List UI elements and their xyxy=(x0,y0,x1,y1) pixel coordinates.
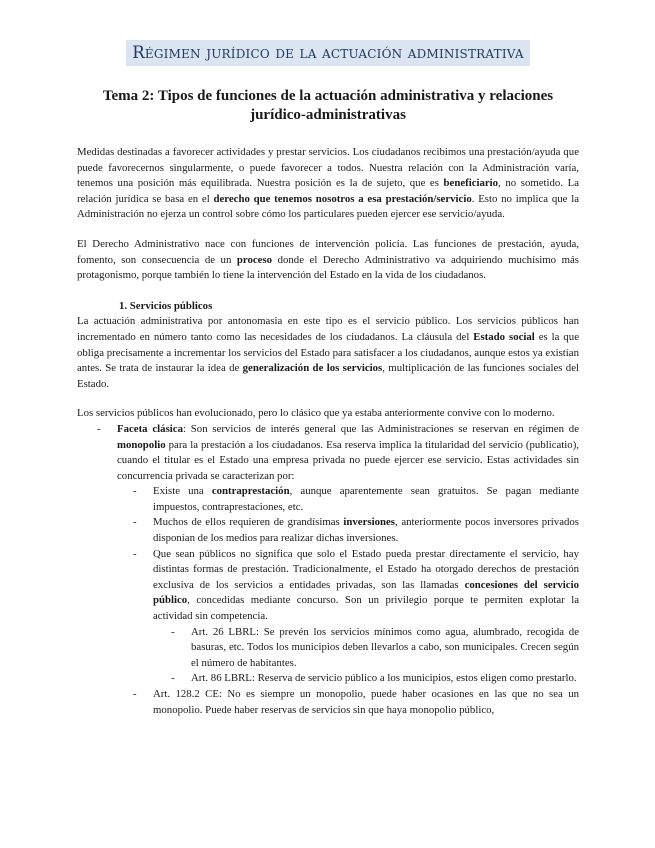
dash-bullet: - xyxy=(133,516,137,529)
dash-bullet: - xyxy=(171,625,175,638)
dash-bullet: - xyxy=(97,422,101,435)
sub-list xyxy=(133,484,580,718)
topic-heading: Tema 2: Tipos de funciones de la actuación administrativa y relaciones jurídico-administrativas xyxy=(102,88,554,123)
list-item: - Faceta clásica: Son servicios de interés general que las Administraciones se reservan en régimen de monopolio para la prestación a los ciudadanos. Esa reserva implica la titularidad del servicio (publicatio), cuando el titular es el Estado una empresa privada no puede ejercer ese servicio. Estas actividades sin concurrencia privada se caracterizan por: - Existe una contraprestación, aunque aparentemente sean gratuitos. Se pagan mediante impuestos, contraprestaciones, etc. - Muchos de ellos requieren de grandísimas inversiones, anteriormente pocos inversores privados disponían de los medios para realizar dichas inversiones. - Que sean públicos no significa que solo el Estado pueda prestar directamente el servicio, hay distintas formas de prestación. Tradicionalmente, el Estado ha otorgado derechos de prestación exclusiva de los servicios a entidades privadas, son las llamadas concesiones del servicio público, concedidas mediante concurso. Son un privilegio porque te permiten explotar la actividad sin competencia. - Art. 26 LBRL: Se prevén los servicios mínimos como agua, alumbrado, recogida de basuras, etc. Todos los municipios deben llevarlos a cabo, son municipales. Crecen según el número de habitantes. - Art. 86 LBRL: Reserva de servicio público a los municipios, estos eligen como prestarlo. - Art. 128.2 CE: No es siempre un monopolio, puede haber ocasiones en las que no sea un monopolio. Puede haber reservas de servicios sin que haya monopolio público, xyxy=(117,422,579,718)
list-item: - Que sean públicos no significa que solo el Estado pueda prestar directamente el servicio, hay distintas formas de prestación. Tradicionalmente, el Estado ha otorgado derechos de prestación exclusiva de los servicios a entidades privadas, son las llamadas concesiones del servicio público, concedidas mediante concurso. Son un privilegio porque te permiten explotar la actividad sin competencia. - Art. 26 LBRL: Se prevén los servicios mínimos como agua, alumbrado, recogida de basuras, etc. Todos los municipios deben llevarlos a cabo, son municipales. Crecen según el número de habitantes. - Art. 86 LBRL: Reserva de servicio público a los municipios, estos eligen como prestarlo. xyxy=(153,547,579,687)
list-item: - Art. 86 LBRL: Reserva de servicio público a los municipios, estos eligen como prestarlo. xyxy=(191,671,579,687)
section-heading: 1. Servicios públicos xyxy=(119,299,213,312)
intro-paragraph: Medidas destinadas a favorecer actividades y prestar servicios. Los ciudadanos recibimos una prestación/ayuda que puede favorecernos singularmente, o puede favorecer a todos. Nuestra relación con la Administración varía, tenemos una posición más equilibrada. Nuestra posición es la de sujeto, que es beneficiario, no sometido. La relación jurídica se basa en el derecho que tenemos nosotros a esa prestación/servicio. Esto no implica que la Administración no ejerza un control sobre cómo los particulares pueden ejercer ese servicio/ayuda. xyxy=(77,146,580,221)
main-list xyxy=(97,422,580,718)
list-item: - Muchos de ellos requieren de grandísimas inversiones, anteriormente pocos inversores privados disponían de los medios para realizar dichas inversiones. xyxy=(133,516,579,545)
section-paragraph: La actuación administrativa por antonomasia en este tipo es el servicio público. Los servicios públicos han incrementado en número tanto como las necesidades de los ciudadanos. La cláusula del Estado social es la que obliga precisamente a incrementar los servicios del Estado para satisfacer a los ciudadanos, aunque estos ya existían antes. Se trata de instaurar la idea de generalización de los servicios, multiplicación de las funciones sociales del Estado. xyxy=(77,315,579,390)
list-item: - Art. 128.2 CE: No es siempre un monopolio, puede haber ocasiones en las que no sea un monopolio. Puede haber reservas de servicios sin que haya monopolio público, xyxy=(133,688,579,716)
evolution-paragraph: Los servicios públicos han evolucionado, pero lo clásico que ya estaba anteriormente convive con lo moderno. xyxy=(77,407,555,420)
dash-bullet: - xyxy=(171,672,175,685)
list-item: - Art. 26 LBRL: Se prevén los servicios mínimos como agua, alumbrado, recogida de basuras, etc. Todos los municipios deben llevarlos a cabo, son municipales. Crecen según el número de habitantes. xyxy=(171,625,579,669)
title-banner xyxy=(77,0,579,66)
dash-bullet: - xyxy=(133,547,137,560)
list-item: - Existe una contraprestación, aunque aparentemente sean gratuitos. Se pagan mediante impuestos, contraprestaciones, etc. xyxy=(133,485,580,513)
dash-bullet: - xyxy=(133,688,137,700)
dash-bullet: - xyxy=(133,485,137,498)
origin-paragraph: El Derecho Administrativo nace con funciones de intervención policía. Las funciones de prestación, ayuda, fomento, son consecuencia de un proceso donde el Derecho Administrativo va adquiriendo muchísimo más protagonismo, porque también lo tiene la intervención del Estado en la vida de los ciudadanos. xyxy=(77,237,579,282)
nested-list xyxy=(171,625,579,687)
document-title: Régimen jurídico de la actuación administrativa xyxy=(126,40,529,66)
